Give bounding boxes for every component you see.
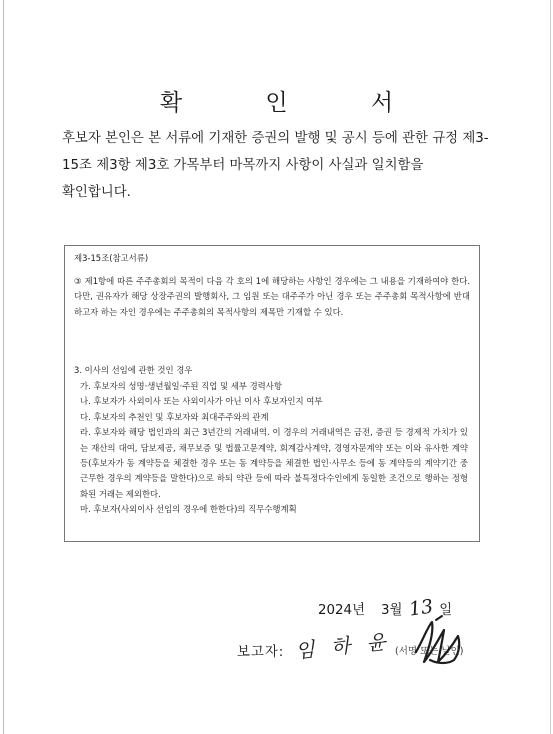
confirmation-statement: 후보자 본인은 본 서류에 기재한 증권의 발행 및 공시 등에 관한 규정 제3-15조 제3항 제3호 가목부터 마목까지 사항이 사실과 일치함을 확인합니다.: [62, 131, 489, 200]
regulation-excerpt-box: [64, 245, 480, 542]
date-day-handwritten: 13: [407, 595, 435, 621]
reporter-name-handwritten: 임 하 윤: [294, 629, 392, 663]
excerpt-paragraph-3: ③ 제1항에 따른 주주총회의 목적이 다음 각 호의 1에 해당하는 사항인 경우에는 그 내용을 기재하여야 한다. 다만, 권유자가 해당 상장주권의 발행회사, 그 임원 또는 대주주가 아닌 경우 또는 주주총회 목적사항에 반대하고자 하는 자인 경우에는 주주총회의 목적사항의 제목만 기재할 수 있다.: [74, 276, 470, 317]
document-title: 확 인 서: [159, 90, 432, 116]
date-year: 2024년: [318, 603, 366, 618]
date-month: 3월: [381, 603, 403, 618]
excerpt-item-list: [80, 379, 468, 518]
handwritten-signature: [408, 612, 468, 672]
excerpt-item-ga: 가. 후보자의 성명·생년월일·주된 직업 및 세부 경력사항: [80, 381, 282, 391]
excerpt-item-ma: 마. 후보자(사외이사 선임의 경우에 한한다)의 직무수행계획: [80, 504, 297, 515]
signature-seal-note: (서명 또는 날인): [395, 646, 464, 657]
reporter-label: 보고자:: [237, 645, 285, 660]
excerpt-section-title: 3. 이사의 선임에 관한 것인 경우: [74, 365, 193, 375]
excerpt-heading: 제3-15조(참고서류): [74, 253, 149, 263]
excerpt-item-na: 나. 후보자가 사외이사 또는 사외이사가 아닌 이사 후보자인지 여부: [80, 396, 323, 407]
excerpt-item-ra: 라. 후보자와 해당 법인과의 최근 3년간의 거래내역. 이 경우의 거래내역은 금전, 증권 등 경제적 가치가 있는 재산의 대여, 담보제공, 채무보증 및 법률고문계약, 회계감사계약, 경영자문계약 또는 이와 유사한 계약등(후보자가 동 계약등을 체결한 경우 또는 동 계약등을 체결한 법인·사무소 등에 동 계약등의 계약기간 중 근무한 경우의 계약등을 말한다)으로 하되 약관 등에 따라 불특정다수인에게 동일한 조건으로 행하는 정형화된 거래는 제외한다.: [80, 427, 468, 499]
excerpt-item-da: 다. 후보자의 추천인 및 후보자와 최대주주와의 관계: [80, 411, 269, 422]
date-day-suffix: 일: [439, 603, 453, 618]
